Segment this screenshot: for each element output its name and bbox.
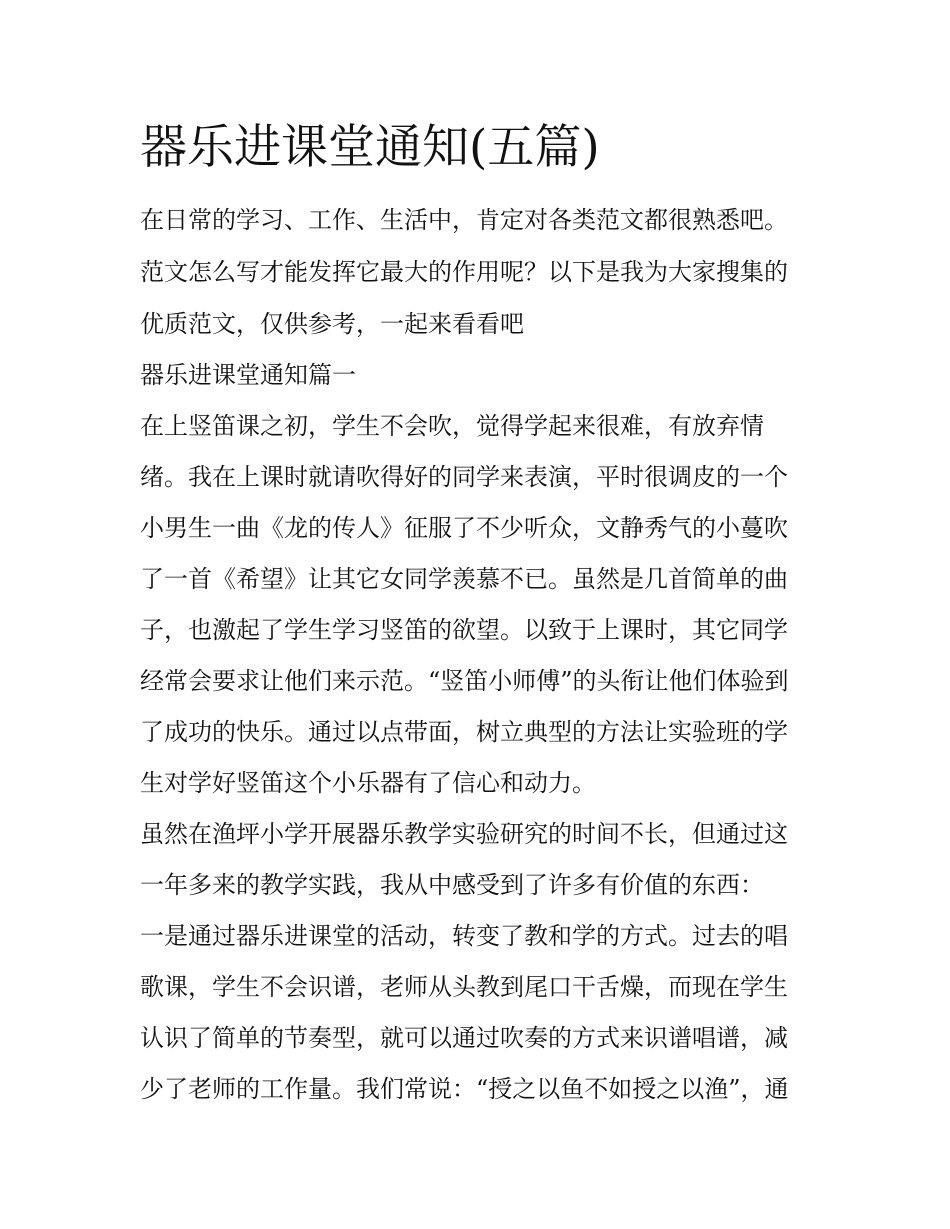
paragraph-line: 在上竖笛课之初，学生不会吹，觉得学起来很难，有放弃情 [140,412,764,440]
intro-line-3: 优质范文，仅供参考，一起来看看吧 [140,310,524,338]
paragraph-line: 生对学好竖笛这个小乐器有了信心和动力。 [140,769,596,797]
document-title: 器乐进课堂通知(五篇) [140,120,600,175]
paragraph-line: 一是通过器乐进课堂的活动，转变了教和学的方式。过去的唱 [140,922,788,950]
section-heading: 器乐进课堂通知篇一 [140,361,356,389]
paragraph-line: 了成功的快乐。通过以点带面，树立典型的方法让实验班的学 [140,718,788,746]
intro-line-2: 范文怎么写才能发挥它最大的作用呢？以下是我为大家搜集的 [140,258,788,286]
intro-line-1: 在日常的学习、工作、生活中，肯定对各类范文都很熟悉吧。 [140,206,788,234]
paragraph-line: 歌课，学生不会识谱，老师从头教到尾口干舌燥，而现在学生 [140,973,788,1001]
paragraph-line: 少了老师的工作量。我们常说：“授之以鱼不如授之以渔”，通 [140,1075,789,1103]
paragraph-line: 一年多来的教学实践，我从中感受到了许多有价值的东西： [140,871,764,899]
paragraph-line: 了一首《希望》让其它女同学羡慕不已。虽然是几首简单的曲 [140,565,788,593]
paragraph-line: 虽然在渔坪小学开展器乐教学实验研究的时间不长，但通过这 [140,820,788,848]
paragraph-line: 经常会要求让他们来示范。“竖笛小师傅”的头衔让他们体验到 [140,667,789,695]
paragraph-line: 小男生一曲《龙的传人》征服了不少听众，文静秀气的小蔓吹 [140,514,788,542]
paragraph-line: 认识了简单的节奏型，就可以通过吹奏的方式来识谱唱谱，减 [140,1024,788,1052]
paragraph-line: 绪。我在上课时就请吹得好的同学来表演，平时很调皮的一个 [140,463,788,491]
paragraph-line: 子，也激起了学生学习竖笛的欲望。以致于上课时，其它同学 [140,616,788,644]
